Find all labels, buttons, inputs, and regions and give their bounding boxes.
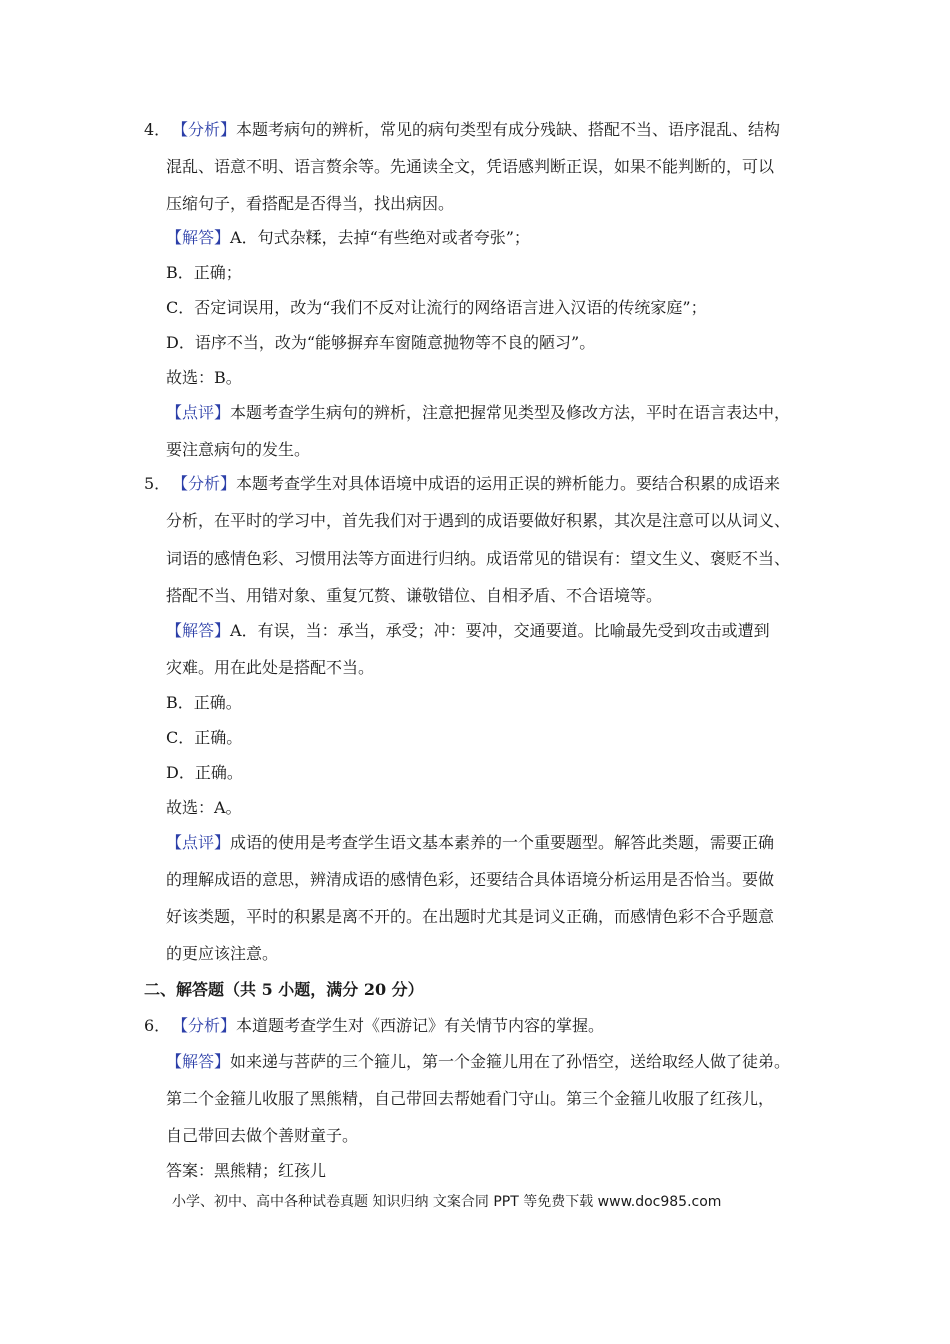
- q4-answer-line-1: [166, 228, 530, 248]
- q4-analysis-line-3: 压缩句子，看搭配是否得当，找出病因。: [166, 194, 455, 213]
- q5-answer-tag: 【解答】: [166, 621, 231, 640]
- q5-answer-text-1: A．有误，当：承当，承受；冲：要冲，交通要道。比喻最先受到攻击或遭到: [230, 621, 770, 640]
- q6-number: 6．: [144, 1016, 171, 1035]
- q4-answer-tag: 【解答】: [166, 228, 231, 247]
- q5-comment-line-2: 的理解成语的意思，辨清成语的感情色彩，还要结合具体语境分析运用是否恰当。要做: [166, 870, 775, 889]
- q5-comment-tag: 【点评】: [166, 833, 231, 852]
- q6-answer-line-3: 自己带回去做个善财童子。: [166, 1126, 359, 1145]
- q4-comment-tag: 【点评】: [166, 403, 231, 422]
- q6-answer-line-2: 第二个金箍儿收服了黑熊精，自己带回去帮她看门守山。第三个金箍儿收服了红孩儿，: [166, 1089, 775, 1108]
- q4-answer-line-3: C．否定词误用，改为“我们不反对让流行的网络语言进入汉语的传统家庭”；: [166, 298, 707, 317]
- q4-comment-line-2: 要注意病句的发生。: [166, 440, 311, 459]
- q5-answer-line-5: D．正确。: [166, 763, 243, 782]
- q6-answer-line-4: 答案：黑熊精；红孩儿: [166, 1161, 327, 1180]
- q5-analysis-line-3: 词语的感情色彩、习惯用法等方面进行归纳。成语常见的错误有：望文生义、褒贬不当、: [166, 549, 791, 568]
- q4-analysis-line-1: [144, 120, 780, 140]
- q4-analysis-text-1: 本题考病句的辨析，常见的病句类型有成分残缺、搭配不当、语序混乱、结构: [236, 120, 781, 139]
- q6-answer-line-1: [166, 1052, 790, 1072]
- q5-analysis-line-4: 搭配不当、用错对象、重复冗赘、谦敬错位、自相矛盾、不合语境等。: [166, 586, 663, 605]
- q4-analysis-line-2: 混乱、语意不明、语言赘余等。先通读全文，凭语感判断正误，如果不能判断的，可以: [166, 157, 775, 176]
- q5-comment-line-1: [166, 833, 774, 853]
- section2-heading: 二、解答题（共 5 小题，满分 20 分）: [144, 980, 424, 999]
- q4-number: 4．: [144, 120, 171, 139]
- footer-text: 小学、初中、高中各种试卷真题 知识归纳 文案合同 PPT 等免费下载 www.doc985.com: [172, 1194, 722, 1210]
- q5-answer-line-3: B．正确。: [166, 693, 242, 712]
- q4-answer-line-2: B．正确；: [166, 263, 242, 282]
- q4-answer-line-4: D．语序不当，改为“能够摒弃车窗随意抛物等不良的陋习”。: [166, 333, 596, 352]
- q5-comment-line-4: 的更应该注意。: [166, 944, 279, 963]
- q5-comment-text-1: 成语的使用是考查学生语文基本素养的一个重要题型。解答此类题，需要正确: [230, 833, 775, 852]
- q5-answer-line-6: 故选：A。: [166, 798, 242, 817]
- q5-analysis-line-1: [144, 474, 780, 494]
- q4-answer-line-5: 故选：B。: [166, 368, 242, 387]
- q4-analysis-tag: 【分析】: [172, 120, 237, 139]
- q5-answer-line-1: [166, 621, 770, 641]
- q5-analysis-tag: 【分析】: [172, 474, 237, 493]
- q5-answer-line-2: 灾难。用在此处是搭配不当。: [166, 658, 375, 677]
- q5-analysis-line-2: 分析，在平时的学习中，首先我们对于遇到的成语要做好积累，其次是注意可以从词义、: [166, 511, 791, 530]
- q5-comment-line-3: 好该类题，平时的积累是离不开的。在出题时尤其是词义正确，而感情色彩不合乎题意: [166, 907, 775, 926]
- q4-comment-line-1: [166, 403, 790, 423]
- q4-comment-text-1: 本题考查学生病句的辨析，注意把握常见类型及修改方法，平时在语言表达中，: [230, 403, 791, 422]
- q5-analysis-text-1: 本题考查学生对具体语境中成语的运用正误的辨析能力。要结合积累的成语来: [236, 474, 781, 493]
- q6-analysis-line-1: [144, 1016, 604, 1036]
- q5-number: 5．: [144, 474, 171, 493]
- q6-answer-text-1: 如来递与菩萨的三个箍儿，第一个金箍儿用在了孙悟空，送给取经人做了徒弟。: [230, 1052, 791, 1071]
- q5-answer-line-4: C．正确。: [166, 728, 243, 747]
- q4-answer-text-1: A．句式杂糅，去掉“有些绝对或者夸张”；: [230, 228, 530, 247]
- q6-analysis-text: 本道题考查学生对《西游记》有关情节内容的掌握。: [236, 1016, 605, 1035]
- q6-answer-tag: 【解答】: [166, 1052, 231, 1071]
- q6-analysis-tag: 【分析】: [172, 1016, 237, 1035]
